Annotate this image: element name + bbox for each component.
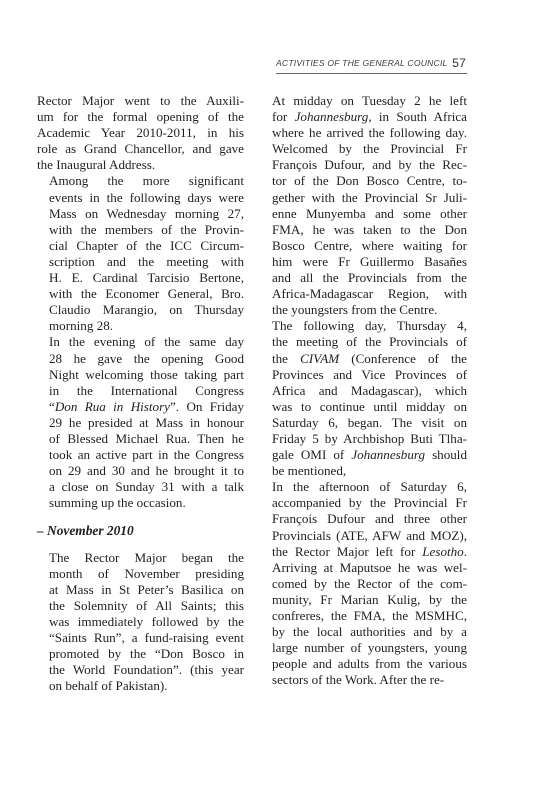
text-line: um for the formal opening of the [37, 109, 244, 125]
text-line: In the afternoon of Saturday 6, [272, 479, 467, 495]
text-line: Provincials (ATE, AFW and MOZ), [272, 527, 467, 543]
text-line: “Saints Run”, a fund-raising event [49, 630, 244, 645]
text-line: where he arrived the following day. [272, 125, 467, 141]
text-line: events in the following days were [49, 189, 244, 205]
paragraph [37, 334, 244, 511]
text-line: Welcomed by the Provincial Fr [272, 141, 467, 157]
text-line: gether with the Provincial Sr Juli- [272, 189, 467, 205]
paragraph [37, 93, 244, 173]
text-line: confreres, the FMA, the MSMHC, [272, 608, 467, 623]
text-line: FMA, he was taken to the Don [272, 221, 467, 237]
text-line: accompanied by the Provincial Fr [272, 495, 467, 511]
text-line: was immediately followed by the [49, 613, 244, 629]
text-line: François Dufour, and by the Rec- [272, 157, 467, 173]
text-line: the Inaugural Address. [37, 157, 156, 173]
text-line: the World Foundation”. (this year [49, 662, 244, 678]
text-line: François Dufour and three other [272, 511, 467, 527]
text-line: Africa and Madagascar), which [272, 382, 467, 398]
text-line: promoted by the “Don Bosco in [49, 646, 244, 662]
section-heading: – November 2010 [37, 523, 134, 539]
text-line: morning 28. [49, 318, 114, 334]
text-line: Claudio Marangio, on Thursday [49, 302, 244, 318]
left-column [37, 93, 244, 694]
text-line: Arriving at Maputsoe he was wel- [272, 559, 467, 575]
text-line: Bosco Centre, where waiting for [272, 237, 467, 253]
text-line: took an active part in the Congress [49, 447, 244, 463]
text-line: of Blessed Michael Rua. Then he [49, 430, 244, 446]
text-line: Rector Major went to the Auxili- [37, 93, 244, 108]
text-line: at Mass in St Peter’s Basilica on [49, 581, 244, 597]
running-title: ACTIVITIES OF THE GENERAL COUNCIL [276, 58, 448, 68]
text-line: The Rector Major began the [49, 549, 244, 565]
text-line: 29 he presided at Mass in honour [49, 414, 244, 430]
text-line: on 29 and 30 and he brought it to [49, 463, 244, 479]
text-line: large number of youngsters, young [272, 640, 467, 656]
right-column [260, 93, 467, 688]
text-line: Night welcoming those taking part [49, 366, 244, 382]
text-line: At midday on Tuesday 2 he left [272, 93, 467, 108]
paragraph [37, 173, 244, 334]
text-line: was to continue until midday on [272, 398, 467, 414]
text-line: In the evening of the same day [49, 334, 244, 350]
text-line: The following day, Thursday 4, [272, 318, 467, 334]
text-line: Academic Year 2010-2011, in his [37, 125, 244, 141]
paragraph [260, 318, 467, 479]
text-line: Provinces and Vice Provinces of [272, 366, 467, 382]
paragraph [260, 479, 467, 688]
text-line: “Don Rua in History”. On Friday [49, 398, 244, 414]
text-line: Friday 5 by Archbishop Buti Tlha- [272, 430, 467, 446]
text-line: munity, Fr Marian Kulig, by the [272, 591, 467, 607]
text-line: tor of the Don Bosco Centre, to- [272, 173, 467, 189]
text-line: the Rector Major left for Lesotho. [272, 543, 467, 559]
text-line: the CIVAM (Conference of the [272, 350, 467, 366]
text-line: scription and the meeting with [49, 253, 244, 269]
text-line: Among the more significant [49, 173, 244, 189]
text-line: him were Fr Guillermo Basañes [272, 253, 467, 269]
paragraph [260, 93, 467, 318]
text-line: enne Munyemba and some other [272, 205, 467, 221]
text-line: comed by the Rector of the com- [272, 575, 467, 591]
text-line: Mass on Wednesday morning 27, [49, 205, 244, 221]
text-line: in the International Congress [49, 382, 244, 398]
text-line: month of November presiding [49, 565, 244, 581]
text-line: the Solemnity of All Saints; this [49, 597, 244, 613]
text-line: be mentioned, [272, 463, 347, 479]
text-line: sectors of the Work. After the re- [272, 672, 445, 688]
text-line: cial Chapter of the ICC Circum- [49, 237, 244, 253]
paragraph [37, 550, 244, 695]
text-line: and all the Provincials from the [272, 270, 467, 286]
text-line: H. E. Cardinal Tarcisio Bertone, [49, 270, 244, 286]
text-line: Saturday 6, began. The visit on [272, 414, 467, 430]
text-line: on behalf of Pakistan). [49, 678, 168, 694]
text-line: people and adults from the various [272, 656, 467, 672]
text-line: by the local authorities and by a [272, 624, 467, 640]
text-line: summing up the occasion. [49, 495, 186, 511]
text-line: Africa-Madagascar Region, with [272, 286, 467, 302]
text-line: gale OMI of Johannesburg should [272, 447, 467, 463]
running-header [276, 58, 466, 74]
text-line: with the Economer General, Bro. [49, 286, 244, 302]
text-line: the youngsters from the Centre. [272, 302, 438, 318]
page-number: 57 [452, 56, 466, 70]
text-line: a close on Sunday 31 with a talk [49, 479, 244, 495]
text-line: with the members of the Provin- [49, 221, 244, 237]
text-line: 28 he gave the opening Good [49, 350, 244, 366]
text-line: the meeting of the Provincials of [272, 334, 467, 350]
header-rule [276, 73, 467, 74]
text-line: role as Grand Chancellor, and gave [37, 141, 244, 157]
text-line: for Johannesburg, in South Africa [272, 109, 467, 125]
